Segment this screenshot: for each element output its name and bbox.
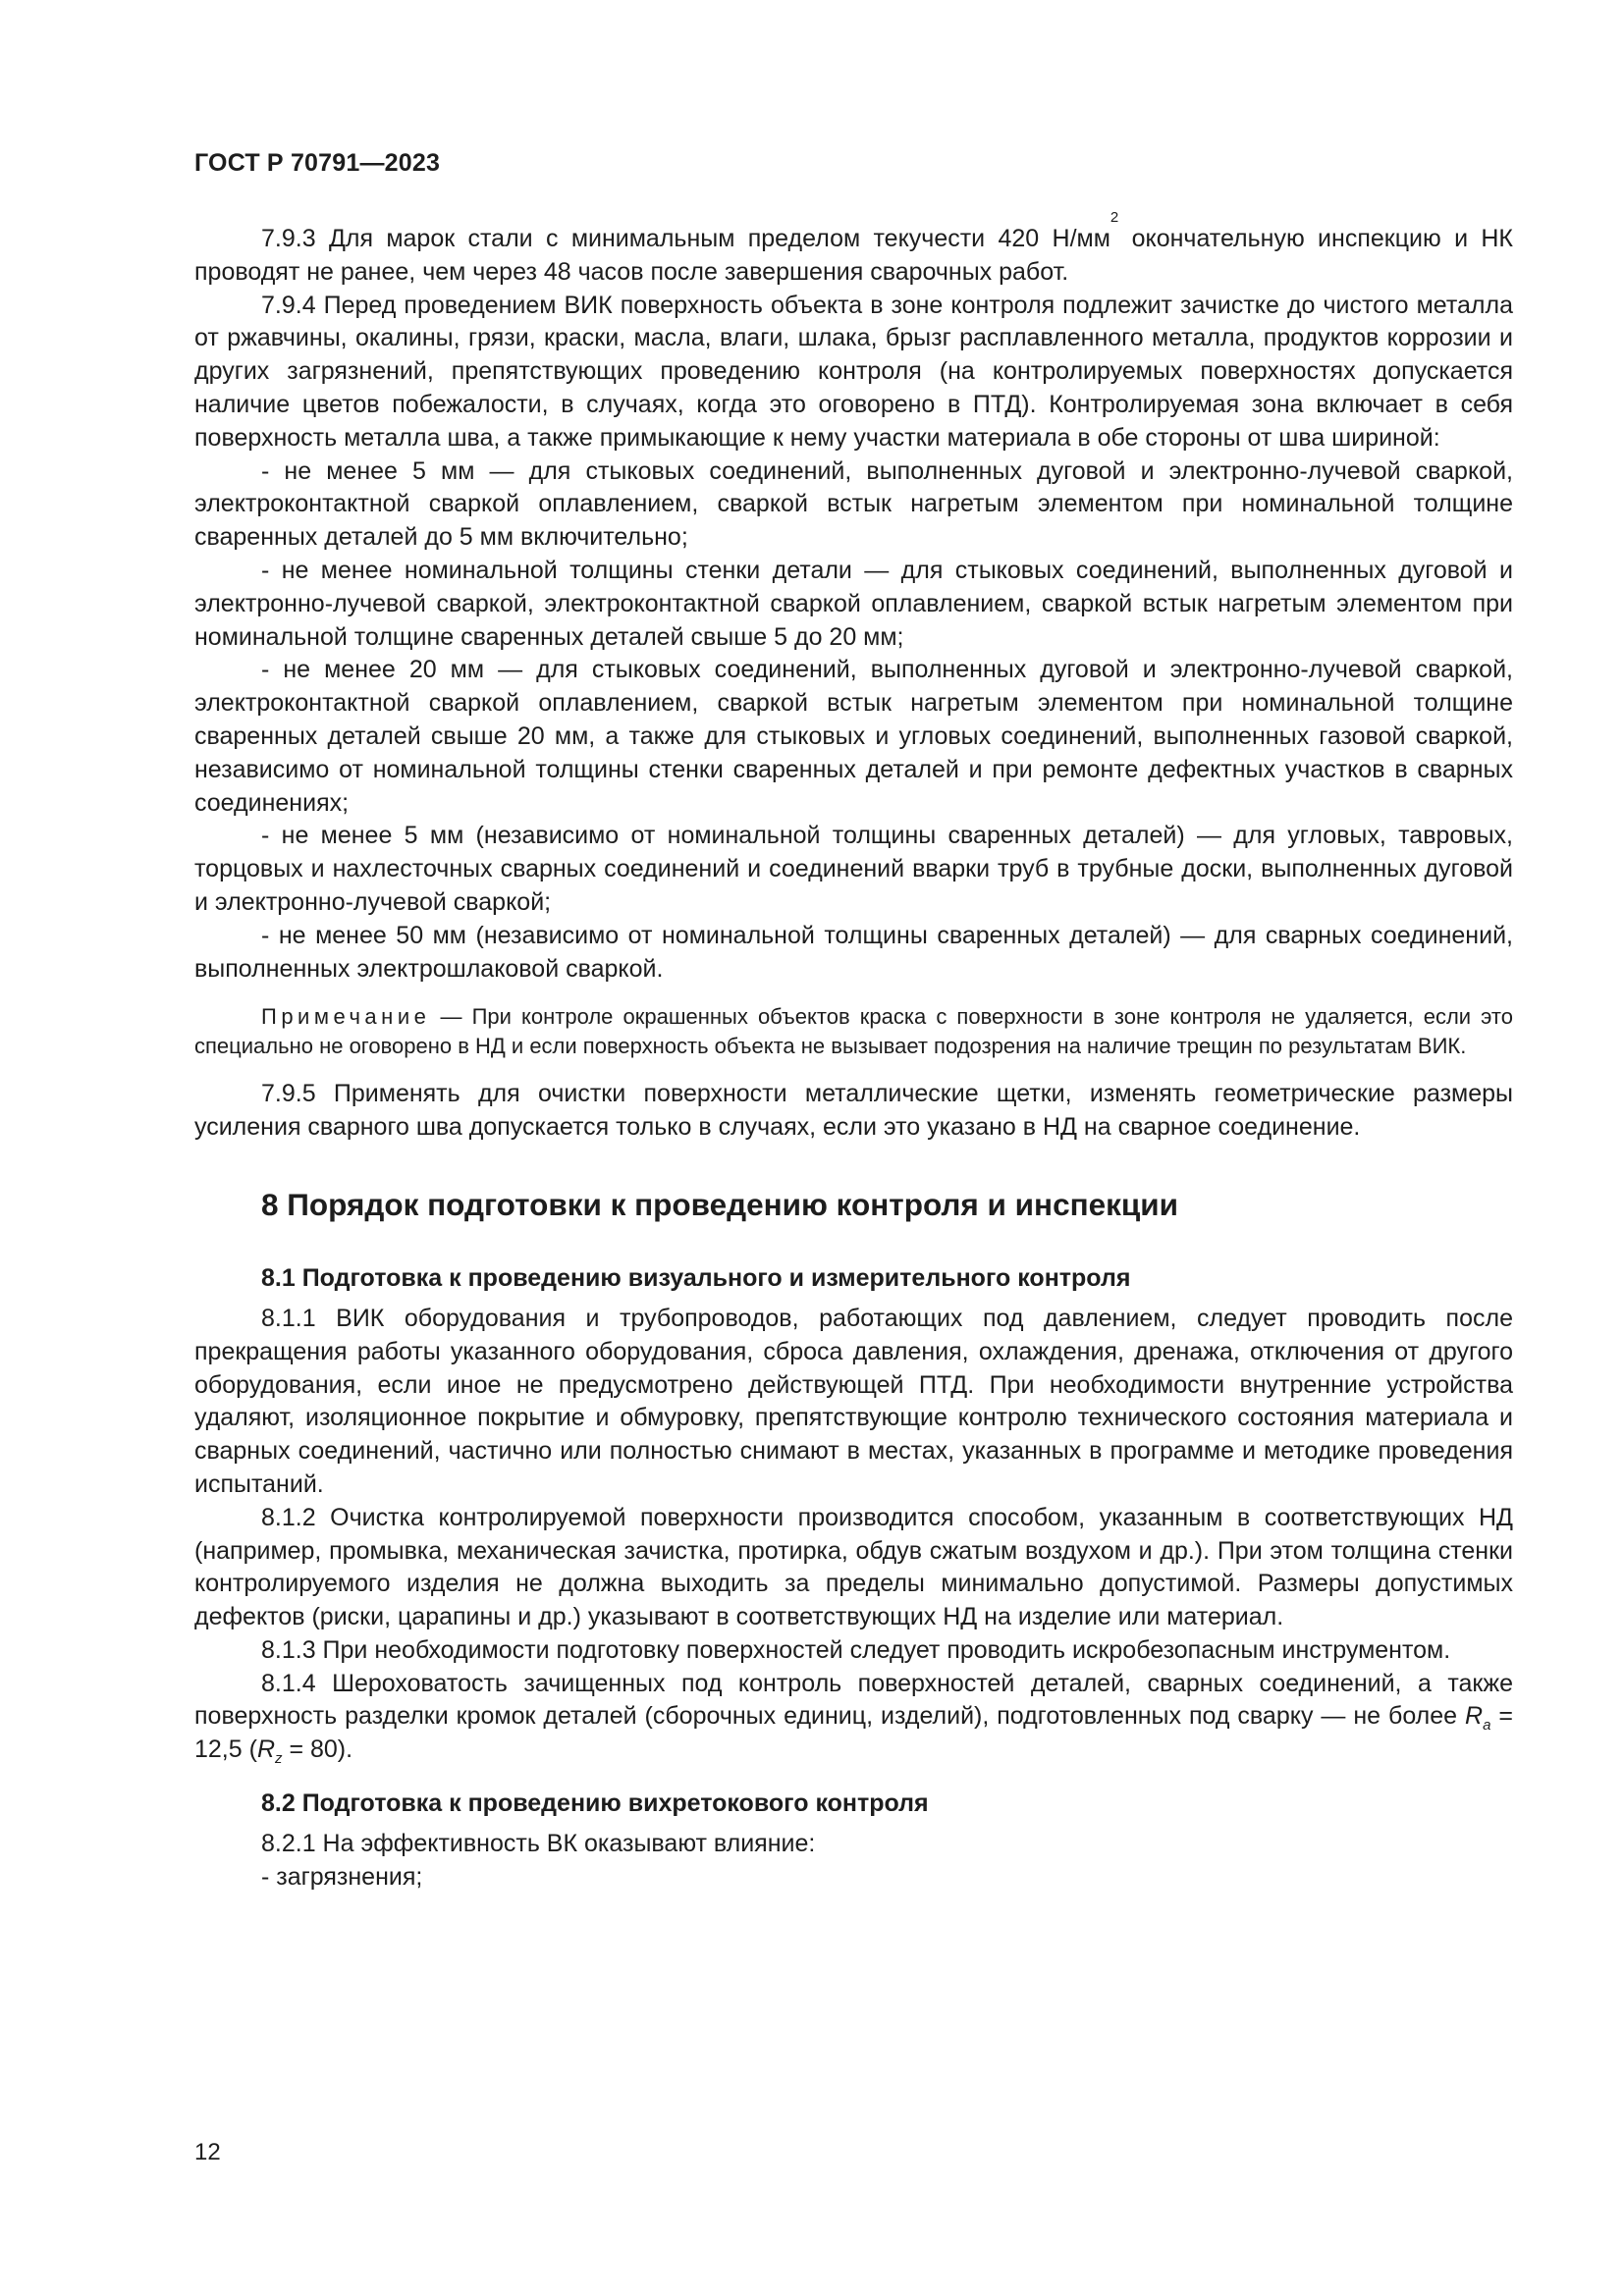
page-number: 12 bbox=[194, 2139, 221, 2165]
list-item: - не менее 20 мм — для стыковых соединений, выполненных дуговой и электронно-лучевой сваркой, электроконтактной сваркой оплавлением, сваркой встык нагретым элементом при номинальной толщине сваренных деталей свыше 20 мм, а также для стыковых и угловых соединений, выполненных газовой сваркой, независимо от номинальной толщины стенки сваренных деталей и при ремонте дефектных участков в сварных соединениях; bbox=[194, 656, 1513, 817]
list-item: - не менее 5 мм (независимо от номинальной толщины сваренных деталей) — для угловых, тавровых, торцовых и нахлесточных сварных соединений и соединений вварки труб в трубные доски, выполненных дуговой и электронно-лучевой сваркой; bbox=[194, 822, 1513, 916]
paragraph-8-1-4 bbox=[194, 1668, 1513, 1767]
paragraph-text: окончательную инспекцию и НК проводят не ранее, чем через 48 часов после завершения сварочных работ. bbox=[194, 225, 1513, 286]
paragraph-8-1-1: 8.1.1 ВИК оборудования и трубопроводов, работающих под давлением, следует проводить после прекращения работы указанного оборудования, сброса давления, охлаждения, дренажа, отключения от другого оборудования, если иное не предусмотрено действующей ПТД. При необходимости внутренние устройства удаляют, изоляционное покрытие и обмуровку, препятствующие контролю технического состояния материала и сварных соединений, частично или полностью снимают в местах, указанных в программе и методике проведения испытаний. bbox=[194, 1304, 1513, 1498]
list-item: - не менее 50 мм (независимо от номинальной толщины сваренных деталей) — для сварных соединений, выполненных электрошлаковой сваркой. bbox=[194, 921, 1513, 983]
rz-subscript bbox=[275, 1750, 283, 1767]
note-text: — При контроле окрашенных объектов краска с поверхности в зоне контроля не удаляется, если это специально не оговорено в НД и если поверхность объекта не вызывает подозрения на наличие трещин по результатам ВИК. bbox=[194, 1004, 1513, 1058]
rz-sub-letter: z bbox=[275, 1750, 283, 1768]
note-label: Примечание bbox=[261, 1004, 431, 1030]
subsection-heading-8-1: 8.1 Подготовка к проведению визуального и измерительного контроля bbox=[261, 1263, 1131, 1292]
ra-symbol: R bbox=[1465, 1702, 1484, 1731]
paragraph-8-2-1: 8.2.1 На эффективность ВК оказывают влияние: bbox=[261, 1830, 816, 1858]
rz-symbol: R bbox=[256, 1735, 275, 1764]
subsection-heading-8-2: 8.2 Подготовка к проведению вихретокового контроля bbox=[261, 1789, 929, 1818]
paragraph-8-1-2: 8.1.2 Очистка контролируемой поверхности производится способом, указанным в соответствующих НД (например, промывка, механическая зачистка, протирка, обдув сжатым воздухом и др.). При этом толщина стенки контролируемого изделия не должна выходить за пределы минимально допустимой. Размеры допустимых дефектов (риски, царапины и др.) указывают в соответствующих НД на изделие или материал. bbox=[194, 1503, 1513, 1631]
list-item: - загрязнения; bbox=[261, 1862, 423, 1891]
paragraph-7-9-5: 7.9.5 Применять для очистки поверхности металлические щетки, изменять геометрические размеры усиления сварного шва допускается только в случаях, если это указано в НД на сварное соединение. bbox=[194, 1080, 1513, 1142]
paragraph-7-9-3 bbox=[194, 209, 1513, 290]
paragraph-text: 7.9.3 Для марок стали с минимальным пределом текучести 420 Н/мм bbox=[261, 225, 1110, 252]
section-heading-8: 8 Порядок подготовки к проведению контроля и инспекции bbox=[261, 1186, 1178, 1222]
note bbox=[194, 1002, 1513, 1060]
list-item: - не менее номинальной толщины стенки детали — для стыковых соединений, выполненных дуговой и электронно-лучевой сваркой, электроконтактной сваркой оплавлением, сваркой встык нагретым элементом при номинальной толщине сваренных деталей свыше 5 до 20 мм; bbox=[194, 556, 1513, 651]
paragraph-7-9-4: 7.9.4 Перед проведением ВИК поверхность объекта в зоне контроля подлежит зачистке до чистого металла от ржавчины, окалины, грязи, краски, масла, влаги, шлака, брызг расплавленного металла, продуктов коррозии и других загрязнений, препятствующих проведению контроля (на контролируемых поверхностях допускается наличие цветов побежалости, в случаях, когда это оговорено в ПТД). Контролируемая зона включает в себя поверхность металла шва, а также примыкающие к нему участки материала в обе стороны от шва шириной: bbox=[194, 291, 1513, 452]
paragraph-text: = 12,5 ( bbox=[194, 1702, 1514, 1764]
ra-sub-letter: a bbox=[1483, 1717, 1491, 1735]
document-header: ГОСТ Р 70791—2023 bbox=[194, 149, 441, 177]
paragraph-text: 8.1.4 Шероховатость зачищенных под контроль поверхностей деталей, сварных соединений, а также поверхность разделки кромок деталей (сборочных единиц, изделий), подготовленных под сварку — не более bbox=[194, 1669, 1513, 1731]
paragraph-text: = 80). bbox=[282, 1735, 353, 1764]
document-body bbox=[194, 209, 1514, 1895]
list-item: - не менее 5 мм — для стыковых соединений, выполненных дуговой и электронно-лучевой сваркой, электроконтактной сваркой оплавлением, сваркой встык нагретым элементом при номинальной толщине сваренных деталей до 5 мм включительно; bbox=[194, 456, 1513, 552]
superscript: 2 bbox=[1110, 209, 1119, 226]
paragraph-8-1-3: 8.1.3 При необходимости подготовку поверхностей следует проводить искробезопасным инструментом. bbox=[261, 1635, 1451, 1664]
